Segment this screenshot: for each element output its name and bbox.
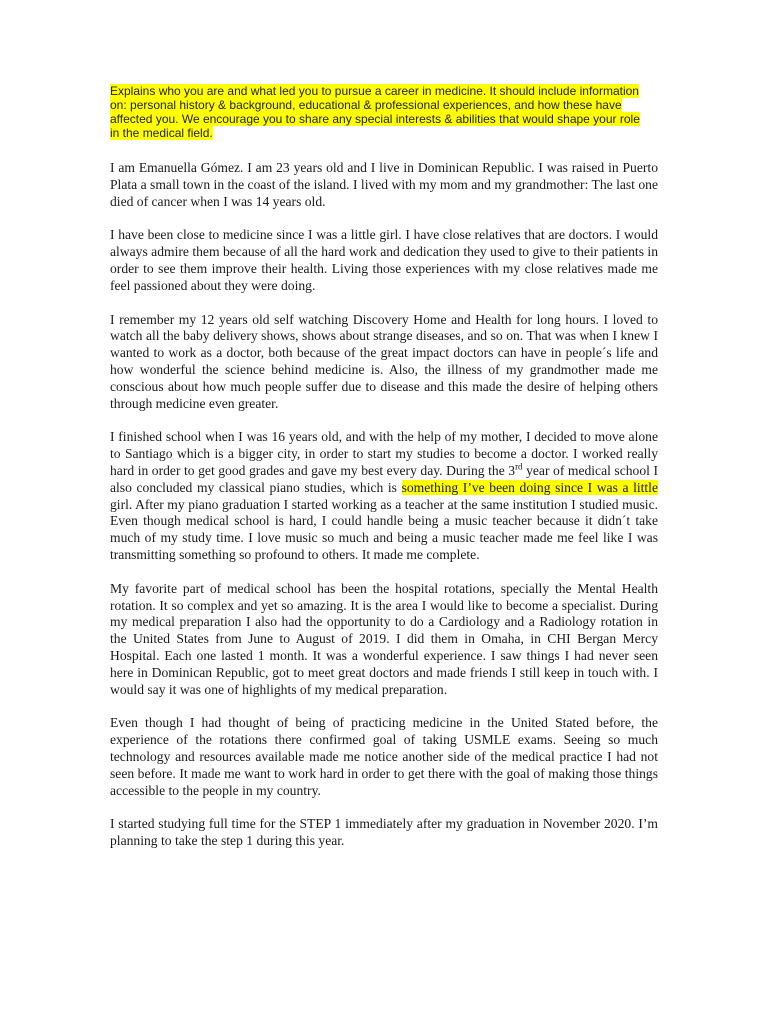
paragraph-step1: I started studying full time for the STEP 1 immediately after my graduation in November 2020. I’m planning to take the step 1 during this year. <box>110 816 658 849</box>
paragraph-rotations: My favorite part of medical school has been the hospital rotations, specially the Mental Health rotation. It so complex and yet so amazing. It is the area I would like to become a specialist. During my medical preparation I also had the opportunity to do a Cardiology and a Radiology rotation in the United States from June to August of 2019. I did them in Omaha, in CHI Bergan Mercy Hospital. Each one lasted 1 month. It was a wonderful experience. I saw things I had never seen here in Dominican Republic, got to meet great doctors and made friends I still keep in touch with. I would say it was one of highlights of my medical preparation. <box>110 580 658 697</box>
paragraph-education-part-a: I finished school when I was 16 years old, and with the help of my mother, I decided to move alone to Santiago which is a bigger city, in order to start my studies to become a doctor. I worked really hard in order to get good grades and gave my best every day. During the 3 <box>110 429 658 478</box>
paragraph-education-part-b: year of medical school I also concluded my classical piano studies, which is <box>110 462 658 495</box>
instructions-highlight: Explains who you are and what led you to pursue a career in medicine. It should include information on: personal history & background, educational & professional experiences, and how these have affected you. We encourage you to share any special interests & abilities that would shape your role in the medical field. <box>110 84 640 140</box>
paragraph-intro: I am Emanuella Gómez. I am 23 years old and I live in Dominican Republic. I was raised in Puerto Plata a small town in the coast of the island. I lived with my mom and my grandmother: The last one died of cancer when I was 14 years old. <box>110 160 658 209</box>
paragraph-medicine-interest: I have been close to medicine since I was a little girl. I have close relatives that are doctors. I would always admire them because of all the hard work and dedication they used to give to their patients in order to see them improve their health. Living those experiences with my close relatives made me feel passioned about they were doing. <box>110 227 658 293</box>
instructions-prompt <box>110 84 650 140</box>
paragraph-usmle-goal: Even though I had thought of being of practicing medicine in the United Stated before, the experience of the rotations there confirmed goal of taking USMLE exams. Seeing so much technology and resources available made me notice another side of the medical practice I had not seen before. It made me want to work hard in order to get there with the goal of making those things accessible to the people in my country. <box>110 715 658 798</box>
highlighted-phrase: something I’ve been doing since I was a little <box>401 479 658 495</box>
essay-body <box>110 160 658 867</box>
paragraph-education <box>110 429 658 563</box>
paragraph-childhood: I remember my 12 years old self watching Discovery Home and Health for long hours. I loved to watch all the baby delivery shows, shows about strange diseases, and so on. That was when I knew I wanted to work as a doctor, both because of the great impact doctors can have in people´s life and how wonderful the science behind medicine is. Also, the illness of my grandmother made me conscious about how much people suffer due to disease and this made the desire of helping others through medicine even greater. <box>110 311 658 411</box>
ordinal-superscript: rd <box>515 461 523 472</box>
paragraph-education-part-c: girl. After my piano graduation I started working as a teacher at the same institution I studied music. Even though medical school is hard, I could handle being a music teacher because it didn´t take much of my study time. I love music so much and being a music teacher made me feel like I was transmitting something so profound to others. It made me complete. <box>110 496 658 562</box>
